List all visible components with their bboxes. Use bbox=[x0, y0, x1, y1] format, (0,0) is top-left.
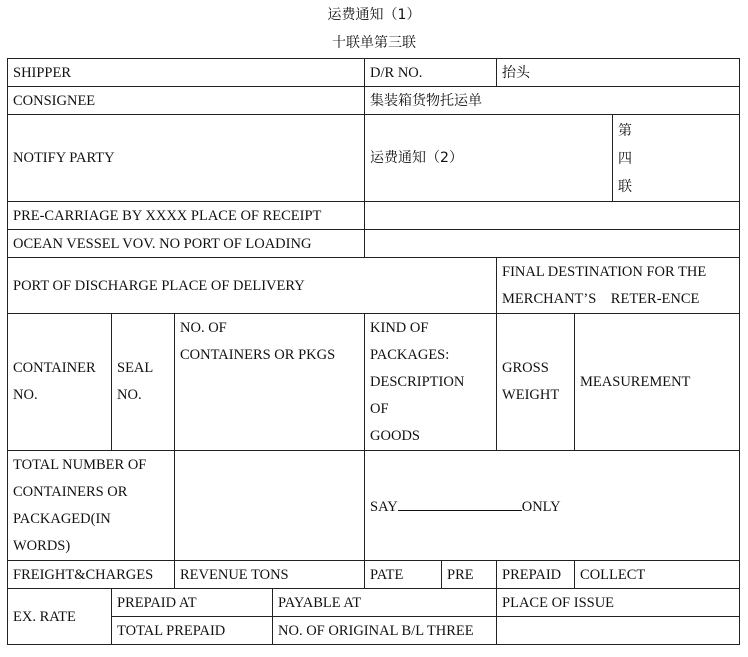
prepaid-label: PREPAID bbox=[502, 566, 562, 583]
row-consignee bbox=[8, 87, 740, 115]
say-suffix: ONLY bbox=[521, 498, 561, 515]
kind-of-packages-cell[interactable] bbox=[365, 314, 497, 451]
total-number-line: CONTAINERS OR bbox=[13, 483, 128, 500]
total-number-line: WORDS) bbox=[13, 537, 71, 554]
port-discharge-label: PORT OF DISCHARGE PLACE OF DELIVERY bbox=[13, 277, 305, 294]
seal-no-cell[interactable] bbox=[112, 314, 175, 451]
shipper-cell[interactable] bbox=[8, 59, 365, 87]
place-of-issue-value[interactable] bbox=[497, 617, 740, 645]
row-total-number bbox=[8, 451, 740, 561]
total-number-value[interactable] bbox=[175, 451, 365, 561]
consignee-cell[interactable] bbox=[8, 87, 365, 115]
header-label: 抬头 bbox=[502, 64, 531, 81]
total-number-cell[interactable] bbox=[8, 451, 175, 561]
final-destination-line: FINAL DESTINATION FOR THE bbox=[502, 263, 707, 280]
total-prepaid-label: TOTAL PREPAID bbox=[117, 622, 226, 639]
pre-carriage-value[interactable] bbox=[365, 202, 740, 230]
copy-marker-cell bbox=[613, 115, 740, 202]
row-pre-carriage bbox=[8, 202, 740, 230]
pate-label: PATE bbox=[370, 566, 404, 583]
kind-of-packages-line: OF bbox=[370, 401, 389, 417]
ocean-vessel-value[interactable] bbox=[365, 230, 740, 258]
payable-at-label: PAYABLE AT bbox=[278, 594, 362, 611]
gross-weight-line: GROSS bbox=[502, 360, 549, 376]
original-bl-label: NO. OF ORIGINAL B/L THREE bbox=[278, 622, 474, 639]
kind-of-packages-line: DESCRIPTION bbox=[370, 374, 465, 390]
pre-carriage-cell[interactable] bbox=[8, 202, 365, 230]
final-destination-line: MERCHANT’S RETER-ENCE bbox=[502, 290, 700, 307]
copy-marker-char: 四 bbox=[618, 151, 633, 167]
no-of-containers-line: CONTAINERS OR PKGS bbox=[180, 347, 336, 363]
dr-no-cell[interactable] bbox=[365, 59, 497, 87]
notice-2-label: 运费通知（2） bbox=[370, 150, 463, 166]
kind-of-packages-line: GOODS bbox=[370, 428, 420, 444]
freight-charges-cell[interactable] bbox=[8, 561, 175, 589]
measurement-cell[interactable] bbox=[575, 314, 740, 451]
row-notify-party bbox=[8, 115, 740, 202]
original-bl-cell[interactable] bbox=[273, 617, 497, 645]
dr-no-label: D/R NO. bbox=[370, 64, 423, 81]
container-no-line: CONTAINER bbox=[13, 360, 96, 376]
revenue-tons-cell[interactable] bbox=[175, 561, 365, 589]
container-no-line: NO. bbox=[13, 387, 38, 403]
say-prefix: SAY bbox=[370, 498, 398, 515]
row-freight bbox=[8, 561, 740, 589]
ocean-vessel-label: OCEAN VESSEL VOV. NO PORT OF LOADING bbox=[13, 235, 312, 252]
shipper-label: SHIPPER bbox=[13, 64, 72, 81]
payable-at-cell[interactable] bbox=[273, 589, 497, 617]
document-title: 运费通知（1） bbox=[327, 7, 421, 23]
ocean-vessel-cell[interactable] bbox=[8, 230, 365, 258]
collect-cell[interactable] bbox=[575, 561, 740, 589]
pre-label: PRE bbox=[447, 566, 474, 583]
place-of-issue-label: PLACE OF ISSUE bbox=[502, 594, 615, 611]
freight-charges-label: FREIGHT&CHARGES bbox=[13, 566, 154, 583]
prepaid-at-label: PREPAID AT bbox=[117, 594, 197, 611]
pate-cell[interactable] bbox=[365, 561, 442, 589]
seal-no-line: SEAL bbox=[117, 360, 154, 376]
doc-type-cell bbox=[365, 87, 740, 115]
prepaid-at-cell[interactable] bbox=[112, 589, 273, 617]
copy-marker-char: 第 bbox=[618, 123, 633, 139]
ex-rate-label: EX. RATE bbox=[13, 608, 76, 625]
notify-party-label: NOTIFY PARTY bbox=[13, 150, 115, 166]
final-destination-cell[interactable] bbox=[497, 258, 740, 314]
header-cell[interactable] bbox=[497, 59, 740, 87]
row-ocean-vessel bbox=[8, 230, 740, 258]
place-of-issue-cell[interactable] bbox=[497, 589, 740, 617]
seal-no-line: NO. bbox=[117, 387, 142, 403]
row-port-discharge bbox=[8, 258, 740, 314]
row-goods-header bbox=[8, 314, 740, 451]
measurement-label: MEASUREMENT bbox=[580, 374, 691, 390]
no-of-containers-line: NO. OF bbox=[180, 320, 227, 336]
row-total-prepaid bbox=[8, 617, 740, 645]
prepaid-cell[interactable] bbox=[497, 561, 575, 589]
gross-weight-line: WEIGHT bbox=[502, 387, 560, 403]
consignee-label: CONSIGNEE bbox=[13, 92, 96, 109]
document-subtitle: 十联单第三联 bbox=[332, 35, 416, 51]
gross-weight-cell[interactable] bbox=[497, 314, 575, 451]
no-of-containers-cell[interactable] bbox=[175, 314, 365, 451]
total-number-line: PACKAGED(IN bbox=[13, 510, 111, 527]
pre-carriage-label: PRE-CARRIAGE BY XXXX PLACE OF RECEIPT bbox=[13, 207, 322, 224]
say-amount-line[interactable] bbox=[398, 496, 522, 511]
say-cell[interactable] bbox=[365, 451, 740, 561]
total-prepaid-cell[interactable] bbox=[112, 617, 273, 645]
collect-label: COLLECT bbox=[580, 566, 646, 583]
port-discharge-cell[interactable] bbox=[8, 258, 497, 314]
row-ex-rate bbox=[8, 589, 740, 617]
container-no-cell[interactable] bbox=[8, 314, 112, 451]
ex-rate-cell[interactable] bbox=[8, 589, 112, 645]
copy-marker-char: 联 bbox=[618, 179, 633, 195]
shipping-form bbox=[7, 58, 740, 645]
notify-party-cell[interactable] bbox=[8, 115, 365, 202]
total-number-line: TOTAL NUMBER OF bbox=[13, 456, 147, 473]
pre-cell[interactable] bbox=[442, 561, 497, 589]
notice-2-cell bbox=[365, 115, 613, 202]
revenue-tons-label: REVENUE TONS bbox=[180, 566, 289, 583]
kind-of-packages-line: PACKAGES: bbox=[370, 347, 450, 363]
doc-type-label: 集装箱货物托运单 bbox=[370, 92, 483, 109]
row-shipper bbox=[8, 59, 740, 87]
kind-of-packages-line: KIND OF bbox=[370, 320, 429, 336]
